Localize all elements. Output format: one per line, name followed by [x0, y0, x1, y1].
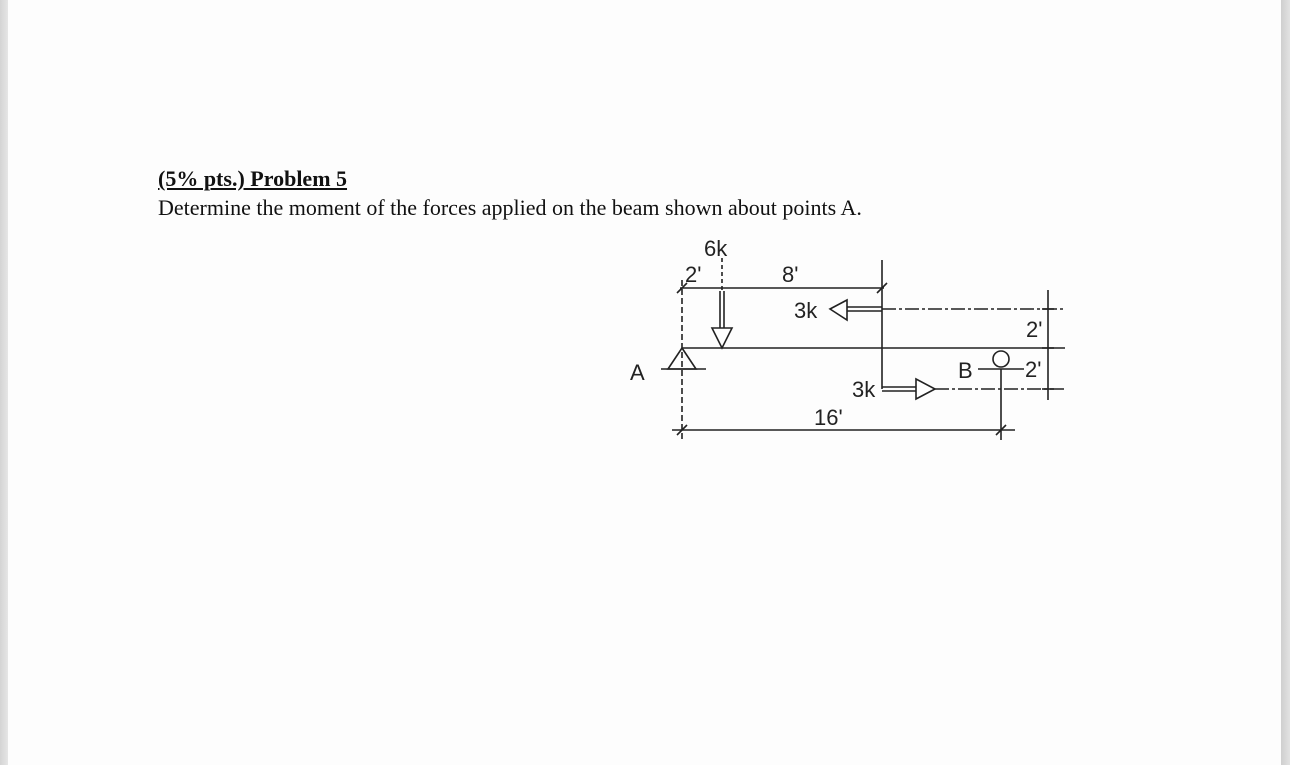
label-16ft: 16' — [814, 405, 843, 430]
arrow-3k-left — [830, 300, 882, 320]
label-2ft-left: 2' — [685, 262, 702, 287]
label-3k-upper: 3k — [794, 298, 818, 323]
label-8ft: 8' — [782, 262, 799, 287]
label-6k: 6k — [704, 236, 728, 261]
arrow-6k-down — [712, 291, 732, 348]
label-3k-lower: 3k — [852, 377, 876, 402]
label-2ft-lower-right: 2' — [1025, 357, 1042, 382]
label-2ft-upper-right: 2' — [1026, 317, 1043, 342]
label-a: A — [630, 360, 645, 385]
label-b: B — [958, 358, 973, 383]
problem-statement: Determine the moment of the forces applied on the beam shown about points A. — [158, 195, 862, 220]
problem-heading: (5% pts.) Problem 5 — [158, 166, 348, 191]
roller-support-b — [993, 351, 1009, 367]
arrow-3k-right — [882, 379, 935, 399]
